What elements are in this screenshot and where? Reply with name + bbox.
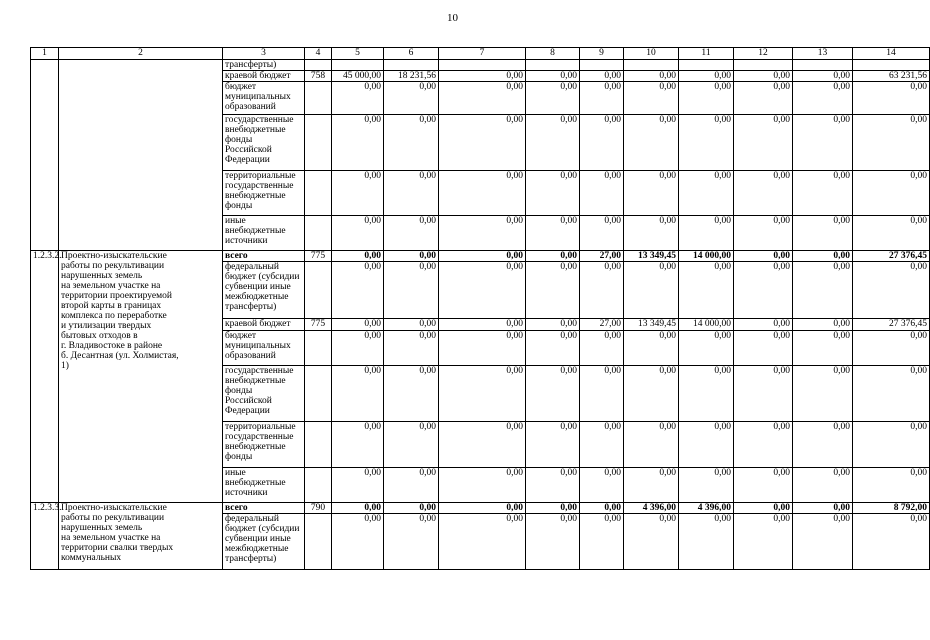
- value-cell: [734, 60, 793, 71]
- funding-source: всего: [223, 503, 305, 514]
- value-cell: 0,00: [580, 514, 624, 570]
- value-cell: 0,00: [384, 262, 439, 319]
- value-cell: 0,00: [332, 115, 384, 171]
- value-cell: 0,00: [734, 468, 793, 503]
- value-cell: 0,00: [679, 514, 734, 570]
- column-header: 9: [580, 48, 624, 60]
- value-cell: 0,00: [679, 82, 734, 115]
- code-cell: [305, 331, 332, 366]
- value-cell: 0,00: [624, 216, 679, 251]
- value-cell: 0,00: [526, 422, 580, 468]
- table-row: [31, 503, 930, 514]
- value-cell: 0,00: [734, 514, 793, 570]
- value-cell: [580, 60, 624, 71]
- code-cell: [305, 366, 332, 422]
- column-header: 3: [223, 48, 305, 60]
- funding-source: всего: [223, 251, 305, 262]
- value-cell: 0,00: [384, 82, 439, 115]
- value-cell: 0,00: [624, 115, 679, 171]
- value-cell: 0,00: [439, 251, 526, 262]
- value-cell: 0,00: [439, 319, 526, 331]
- value-cell: 0,00: [679, 262, 734, 319]
- value-cell: 0,00: [332, 216, 384, 251]
- column-header: 4: [305, 48, 332, 60]
- value-cell: 0,00: [679, 366, 734, 422]
- value-cell: 13 349,45: [624, 319, 679, 331]
- value-cell: 0,00: [580, 503, 624, 514]
- value-cell: 0,00: [679, 171, 734, 216]
- value-cell: 0,00: [526, 262, 580, 319]
- value-cell: 0,00: [793, 422, 853, 468]
- value-cell: 0,00: [679, 115, 734, 171]
- column-header: 14: [853, 48, 930, 60]
- value-cell: 0,00: [580, 82, 624, 115]
- value-cell: 0,00: [384, 366, 439, 422]
- code-cell: [305, 216, 332, 251]
- code-cell: 758: [305, 71, 332, 82]
- value-cell: 0,00: [679, 216, 734, 251]
- code-cell: [305, 262, 332, 319]
- value-cell: 0,00: [793, 71, 853, 82]
- item-name: Проектно-изыскательские работы по рекультивации нарушенных земель на земельном участке на территории свалки твердых коммунальных: [59, 503, 223, 570]
- code-cell: 790: [305, 503, 332, 514]
- value-cell: 0,00: [332, 422, 384, 468]
- column-header: 5: [332, 48, 384, 60]
- value-cell: 0,00: [734, 216, 793, 251]
- value-cell: 8 792,00: [853, 503, 930, 514]
- value-cell: 27,00: [580, 319, 624, 331]
- item-number: 1.2.3.3.: [31, 503, 59, 570]
- table-row: [31, 251, 930, 262]
- value-cell: 0,00: [853, 422, 930, 468]
- value-cell: 0,00: [332, 82, 384, 115]
- value-cell: 0,00: [332, 251, 384, 262]
- value-cell: 0,00: [439, 514, 526, 570]
- value-cell: 0,00: [734, 71, 793, 82]
- value-cell: 0,00: [734, 331, 793, 366]
- value-cell: 0,00: [624, 331, 679, 366]
- value-cell: [439, 60, 526, 71]
- value-cell: 0,00: [734, 115, 793, 171]
- code-cell: [305, 82, 332, 115]
- value-cell: 14 000,00: [679, 319, 734, 331]
- value-cell: 0,00: [853, 366, 930, 422]
- value-cell: 0,00: [679, 468, 734, 503]
- value-cell: 0,00: [526, 366, 580, 422]
- funding-source: иные внебюджетные источники: [223, 468, 305, 503]
- value-cell: 0,00: [526, 503, 580, 514]
- value-cell: 0,00: [384, 331, 439, 366]
- item-number: 1.2.3.2.: [31, 251, 59, 503]
- value-cell: 0,00: [793, 503, 853, 514]
- funding-source: краевой бюджет: [223, 319, 305, 331]
- value-cell: 0,00: [734, 171, 793, 216]
- code-cell: [305, 422, 332, 468]
- value-cell: [526, 60, 580, 71]
- value-cell: 0,00: [734, 319, 793, 331]
- value-cell: 0,00: [439, 115, 526, 171]
- funding-source: иные внебюджетные источники: [223, 216, 305, 251]
- table-row: [31, 60, 930, 71]
- value-cell: 27 376,45: [853, 319, 930, 331]
- code-cell: 775: [305, 251, 332, 262]
- value-cell: 0,00: [580, 216, 624, 251]
- value-cell: 0,00: [853, 468, 930, 503]
- code-cell: [305, 60, 332, 71]
- code-cell: [305, 514, 332, 570]
- value-cell: 0,00: [853, 514, 930, 570]
- value-cell: 0,00: [853, 331, 930, 366]
- value-cell: 0,00: [526, 82, 580, 115]
- column-header: 2: [59, 48, 223, 60]
- value-cell: 0,00: [734, 366, 793, 422]
- column-header: 7: [439, 48, 526, 60]
- value-cell: 0,00: [679, 71, 734, 82]
- value-cell: [384, 60, 439, 71]
- value-cell: 0,00: [332, 514, 384, 570]
- value-cell: 0,00: [624, 366, 679, 422]
- value-cell: 0,00: [439, 262, 526, 319]
- value-cell: 0,00: [793, 82, 853, 115]
- funding-source: краевой бюджет: [223, 71, 305, 82]
- value-cell: [332, 60, 384, 71]
- value-cell: 0,00: [734, 262, 793, 319]
- value-cell: 0,00: [332, 468, 384, 503]
- value-cell: 0,00: [580, 71, 624, 82]
- column-header: 12: [734, 48, 793, 60]
- value-cell: 0,00: [793, 514, 853, 570]
- budget-table: [30, 47, 930, 570]
- value-cell: 0,00: [526, 71, 580, 82]
- value-cell: 0,00: [384, 171, 439, 216]
- value-cell: 0,00: [580, 115, 624, 171]
- value-cell: 0,00: [853, 171, 930, 216]
- value-cell: 0,00: [624, 71, 679, 82]
- value-cell: 0,00: [526, 514, 580, 570]
- value-cell: 0,00: [793, 331, 853, 366]
- value-cell: 0,00: [734, 251, 793, 262]
- value-cell: 0,00: [624, 514, 679, 570]
- value-cell: 0,00: [526, 331, 580, 366]
- value-cell: 0,00: [734, 503, 793, 514]
- value-cell: 0,00: [793, 251, 853, 262]
- item-number: [31, 60, 59, 251]
- value-cell: 0,00: [624, 422, 679, 468]
- column-header: 1: [31, 48, 59, 60]
- funding-source: территориальные государственные внебюджетные фонды: [223, 171, 305, 216]
- value-cell: 0,00: [439, 71, 526, 82]
- value-cell: [624, 60, 679, 71]
- value-cell: 0,00: [793, 319, 853, 331]
- value-cell: 14 000,00: [679, 251, 734, 262]
- item-name: [59, 60, 223, 251]
- value-cell: 0,00: [793, 115, 853, 171]
- value-cell: 0,00: [439, 468, 526, 503]
- funding-source: территориальные государственные внебюджетные фонды: [223, 422, 305, 468]
- value-cell: 0,00: [332, 331, 384, 366]
- value-cell: 4 396,00: [679, 503, 734, 514]
- value-cell: 0,00: [384, 503, 439, 514]
- funding-source: федеральный бюджет (субсидии субвенции иные межбюджетные трансферты): [223, 262, 305, 319]
- page-number: 10: [447, 12, 458, 24]
- item-name: Проектно-изыскательские работы по рекультивации нарушенных земель на земельном участке на территории проектируемой второй карты в границах комплекса по переработке и утилизации твердых бытовых отходов в г. Владивостоке в районе б. Десантная (ул. Холмистая, 1): [59, 251, 223, 503]
- value-cell: 0,00: [384, 115, 439, 171]
- column-header: 13: [793, 48, 853, 60]
- value-cell: [679, 60, 734, 71]
- value-cell: 0,00: [439, 216, 526, 251]
- funding-source: бюджет муниципальных образований: [223, 331, 305, 366]
- code-cell: 775: [305, 319, 332, 331]
- value-cell: 0,00: [580, 171, 624, 216]
- value-cell: 0,00: [384, 468, 439, 503]
- value-cell: 0,00: [734, 422, 793, 468]
- value-cell: 27 376,45: [853, 251, 930, 262]
- value-cell: 0,00: [580, 468, 624, 503]
- funding-source: федеральный бюджет (субсидии субвенции иные межбюджетные трансферты): [223, 514, 305, 570]
- value-cell: 0,00: [793, 216, 853, 251]
- value-cell: 0,00: [439, 503, 526, 514]
- value-cell: 0,00: [332, 366, 384, 422]
- value-cell: 0,00: [853, 262, 930, 319]
- funding-source: государственные внебюджетные фонды Российской Федерации: [223, 115, 305, 171]
- value-cell: 0,00: [332, 319, 384, 331]
- value-cell: 0,00: [384, 422, 439, 468]
- value-cell: 0,00: [526, 171, 580, 216]
- value-cell: 0,00: [679, 331, 734, 366]
- value-cell: 0,00: [624, 468, 679, 503]
- value-cell: [853, 60, 930, 71]
- value-cell: 0,00: [679, 422, 734, 468]
- column-header: 10: [624, 48, 679, 60]
- value-cell: 0,00: [580, 422, 624, 468]
- value-cell: 0,00: [384, 319, 439, 331]
- code-cell: [305, 468, 332, 503]
- value-cell: 0,00: [439, 331, 526, 366]
- value-cell: 63 231,56: [853, 71, 930, 82]
- funding-source: бюджет муниципальных образований: [223, 82, 305, 115]
- value-cell: 0,00: [526, 319, 580, 331]
- column-header: 11: [679, 48, 734, 60]
- value-cell: 0,00: [580, 262, 624, 319]
- value-cell: 0,00: [624, 262, 679, 319]
- value-cell: 0,00: [332, 262, 384, 319]
- value-cell: 0,00: [580, 331, 624, 366]
- value-cell: 13 349,45: [624, 251, 679, 262]
- code-cell: [305, 115, 332, 171]
- value-cell: 0,00: [439, 171, 526, 216]
- value-cell: 0,00: [526, 115, 580, 171]
- value-cell: 45 000,00: [332, 71, 384, 82]
- value-cell: 0,00: [853, 115, 930, 171]
- value-cell: 0,00: [793, 468, 853, 503]
- value-cell: 0,00: [526, 468, 580, 503]
- value-cell: 0,00: [624, 171, 679, 216]
- value-cell: 0,00: [580, 366, 624, 422]
- funding-source: государственные внебюджетные фонды Российской Федерации: [223, 366, 305, 422]
- value-cell: 0,00: [526, 216, 580, 251]
- value-cell: 0,00: [439, 366, 526, 422]
- value-cell: 0,00: [332, 171, 384, 216]
- value-cell: 0,00: [793, 262, 853, 319]
- code-cell: [305, 171, 332, 216]
- value-cell: 27,00: [580, 251, 624, 262]
- value-cell: 0,00: [384, 251, 439, 262]
- value-cell: 0,00: [793, 171, 853, 216]
- column-header: 8: [526, 48, 580, 60]
- value-cell: 0,00: [526, 251, 580, 262]
- value-cell: 0,00: [384, 216, 439, 251]
- value-cell: 0,00: [734, 82, 793, 115]
- value-cell: 0,00: [793, 366, 853, 422]
- funding-source: трансферты): [223, 60, 305, 71]
- value-cell: 0,00: [853, 82, 930, 115]
- value-cell: 0,00: [332, 503, 384, 514]
- value-cell: 0,00: [384, 514, 439, 570]
- value-cell: 0,00: [439, 82, 526, 115]
- value-cell: 0,00: [624, 82, 679, 115]
- value-cell: [793, 60, 853, 71]
- value-cell: 0,00: [853, 216, 930, 251]
- value-cell: 4 396,00: [624, 503, 679, 514]
- value-cell: 18 231,56: [384, 71, 439, 82]
- column-number-row: [31, 48, 930, 60]
- value-cell: 0,00: [439, 422, 526, 468]
- column-header: 6: [384, 48, 439, 60]
